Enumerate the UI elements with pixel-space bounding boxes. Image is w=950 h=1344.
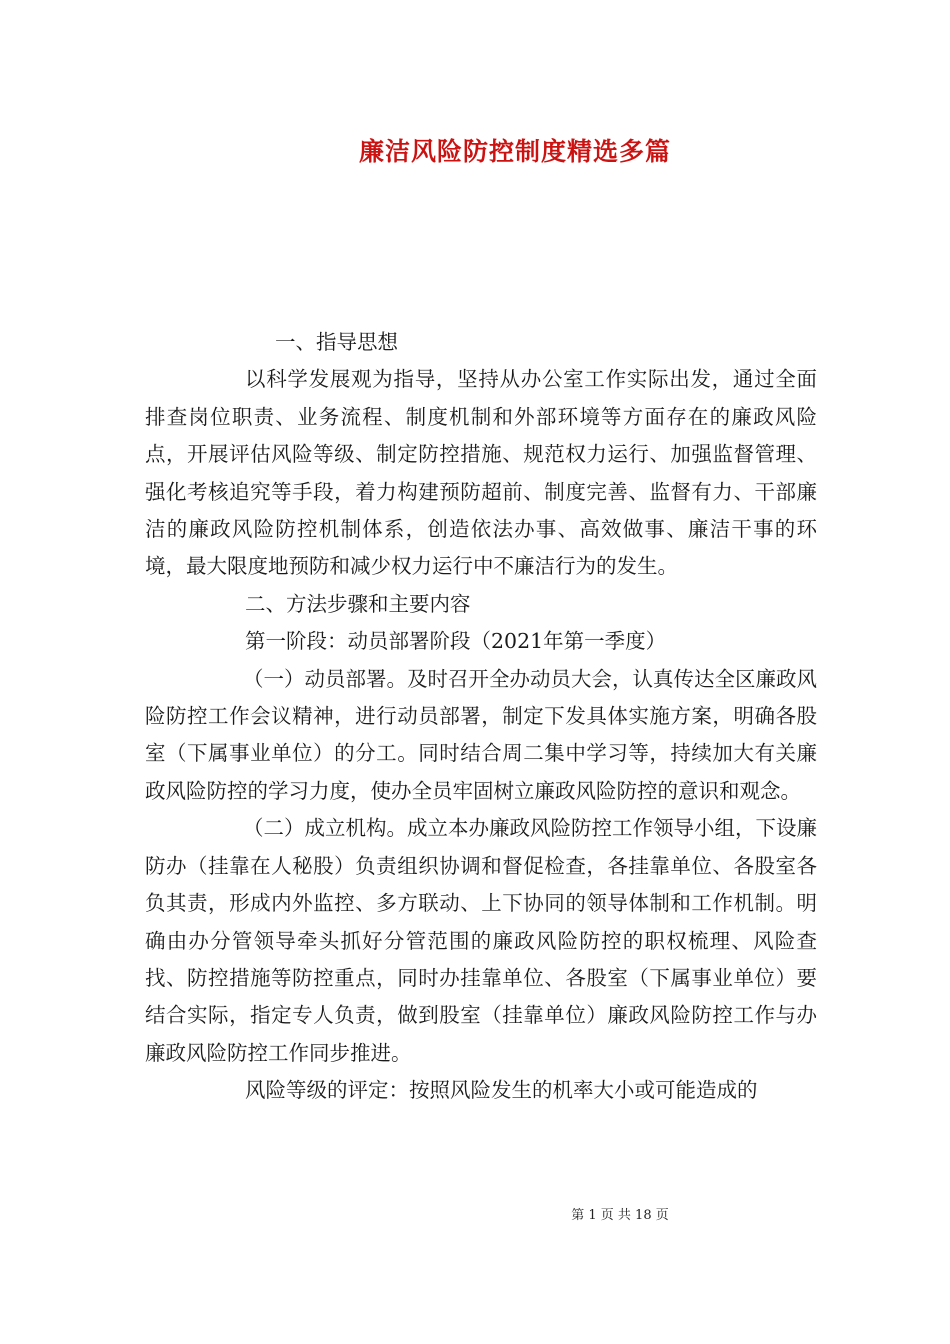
section2-heading: 二、方法步骤和主要内容 — [245, 591, 471, 616]
item3-paragraph: 风险等级的评定：按照风险发生的机率大小或可能造成的 — [245, 1078, 758, 1103]
document-title: 廉洁风险防控制度精选多篇 — [358, 137, 671, 166]
page-number: 第 1 页 共 18 页 — [571, 1208, 669, 1223]
section1-paragraph: 以科学发展观为指导，坚持从办公室工作实际出发，通过全面排查岗位职责、业务流程、制度机制和外部环境等方面存在的廉政风险点，开展评估风险等级、制定防控措施、规范权力运行、加强监督管理、强化考核追究等手段，着力构建预防超前、制度完善、监督有力、干部廉洁的廉政风险防控机制体系，创造依法办事、高效做事、廉洁干事的环境，最大限度地预防和减少权力运行中不廉洁行为的发生。 — [145, 367, 817, 579]
item1-paragraph: （一）动员部署。及时召开全办动员大会，认真传达全区廉政风险防控工作会议精神，进行动员部署，制定下发具体实施方案，明确各股室（下属事业单位）的分工。同时结合周二集中学习等，持续加大有关廉政风险防控的学习力度，使办全员牢固树立廉政风险防控的意识和观念。 — [145, 666, 817, 803]
stage1-heading: 第一阶段：动员部署阶段（2021年第一季度） — [245, 629, 667, 654]
document-body — [145, 324, 817, 1110]
section1-heading: 一、指导思想 — [275, 330, 398, 354]
item2-paragraph: （二）成立机构。成立本办廉政风险防控工作领导小组，下设廉防办（挂靠在人秘股）负责组织协调和督促检查，各挂靠单位、各股室各负其责，形成内外监控、多方联动、上下协同的领导体制和工作机制。明确由办分管领导牵头抓好分管范围的廉政风险防控的职权梳理、风险查找、防控措施等防控重点，同时办挂靠单位、各股室（下属事业单位）要结合实际，指定专人负责，做到股室（挂靠单位）廉政风险防控工作与办廉政风险防控工作同步推进。 — [145, 816, 817, 1065]
